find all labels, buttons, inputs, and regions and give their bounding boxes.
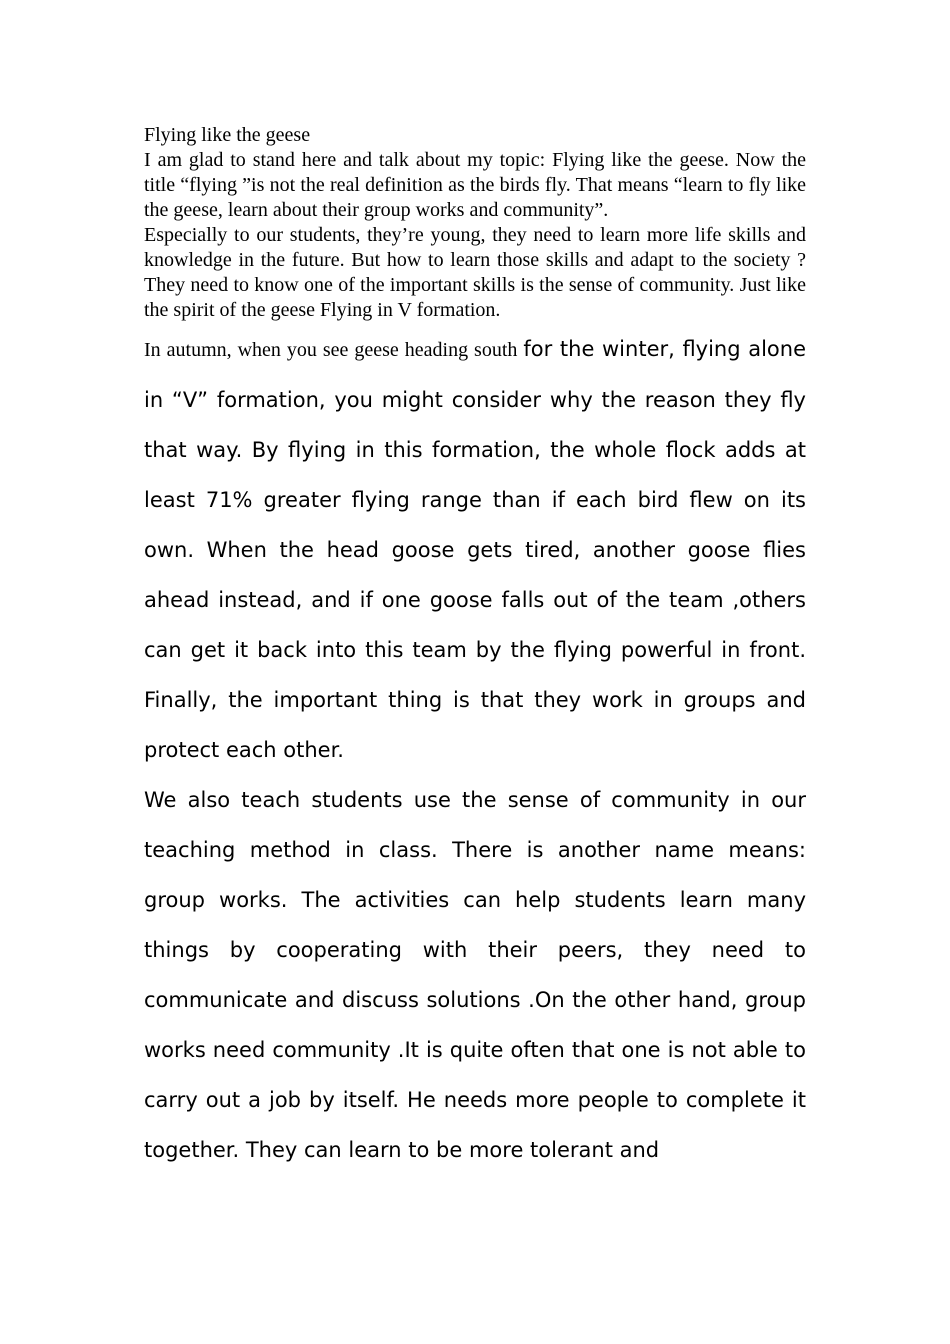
paragraph-autumn-lead: In autumn, when you see geese heading south [144,339,524,361]
document-title: Flying like the geese [144,124,311,146]
paragraph-autumn [144,324,806,775]
paragraph-students: Especially to our students, they’re young, they need to learn more life skills and knowledge in the future. But how to learn those skills and adapt to the society ? They need to know one of the important skills is the sense of community. Just like the spirit of the geese Flying in V formation. [144,224,806,321]
paragraph-autumn-rest: for the winter, flying alone in “V” formation, you might consider why the reason they fly that way. By flying in this formation, the whole flock adds at least 71% greater flying range than if each bird flew on its own. When the head goose gets tired, another goose flies ahead instead, and if one goose falls out of the team ,others can get it back into this team by the flying powerful in front. Finally, the important thing is that they work in groups and protect each other. [144,337,807,762]
paragraph-teaching: We also teach students use the sense of community in our teaching method in class. There is another name means: group works. The activities can help students learn many things by cooperating with their peers, they need to communicate and discuss solutions .On the other hand, group works need community .It is quite often that one is not able to carry out a job by itself. He needs more people to complete it together. They can learn to be more tolerant and [144,788,806,1162]
document-body [144,123,806,1175]
paragraph-intro: I am glad to stand here and talk about my topic: Flying like the geese. Now the title “flying ”is not the real definition as the birds fly. That means “learn to fly like the geese, learn about their group works and community”. [144,149,806,221]
